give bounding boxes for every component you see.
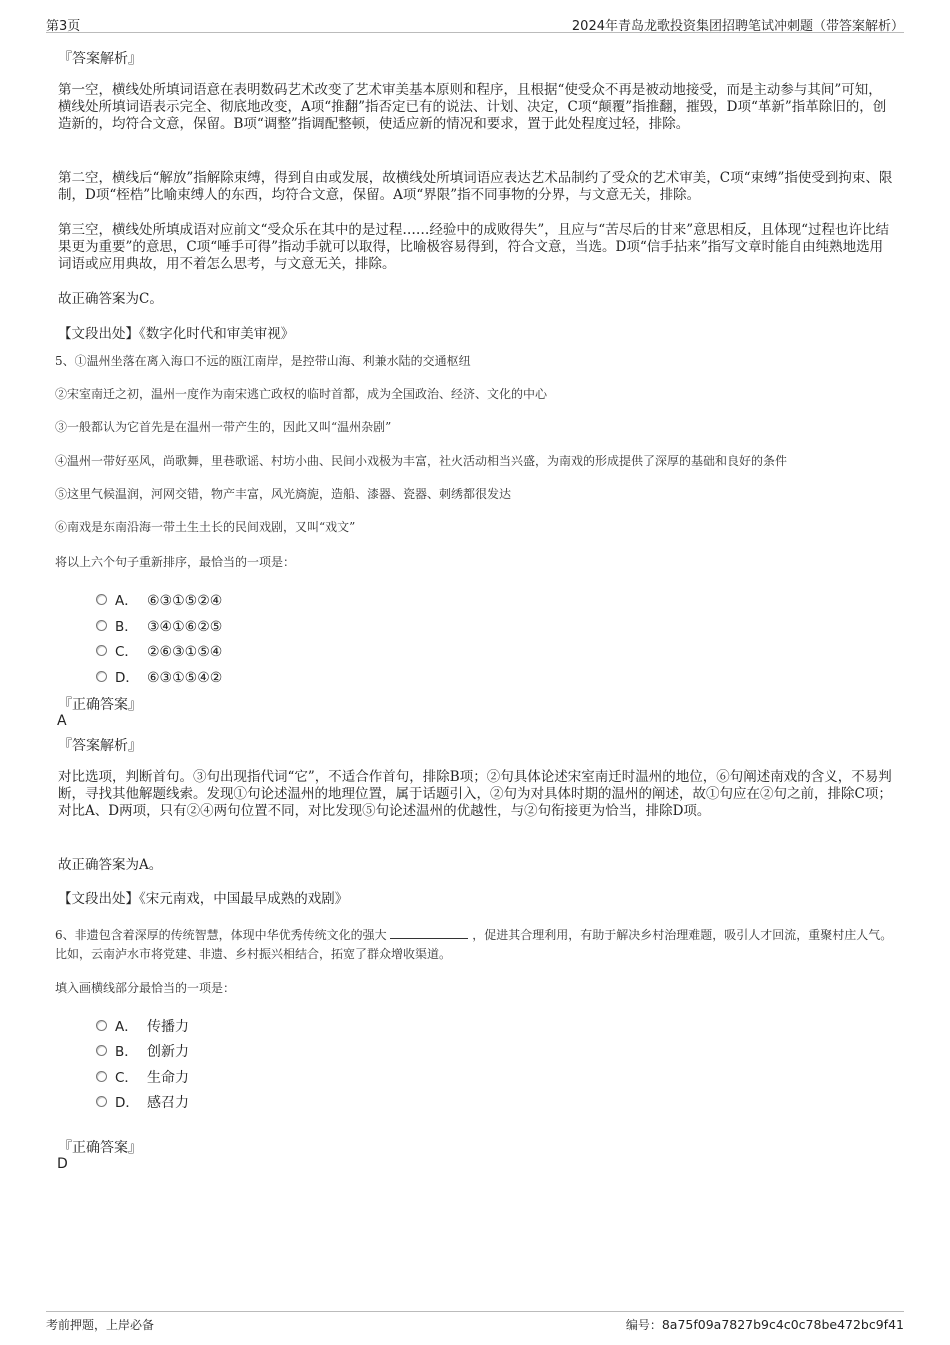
page-header	[46, 12, 904, 33]
q5-conclusion: 故正确答案为A。	[58, 857, 163, 873]
q5-option-a[interactable]: A． ⑥③①⑤②④	[96, 589, 222, 609]
footer-code: 编号：8a75f09a7827b9c4c0c78be472bc9f41	[625, 1317, 904, 1332]
q5-option-c[interactable]: C． ②⑥③①⑤④	[96, 640, 222, 660]
q6-option-b[interactable]: B． 创新力	[96, 1040, 189, 1060]
q5-answer: A	[57, 713, 67, 729]
q6-option-c[interactable]: C． 生命力	[96, 1066, 189, 1086]
q4-source: 【文段出处】《数字化时代和审美审视》	[58, 326, 295, 342]
q4-analysis-tag: 『答案解析』	[58, 51, 142, 67]
q5-option-d[interactable]: D． ⑥③①⑤④②	[96, 666, 222, 686]
q6-option-d[interactable]: D． 感召力	[96, 1091, 189, 1111]
radio-icon[interactable]	[96, 620, 107, 631]
q5-sentence-4: ④温州一带好巫风，尚歌舞，里巷歌谣、村坊小曲、民间小戏极为丰富，社火活动相当兴盛，为南戏的形成提供了深厚的基础和良好的条件	[55, 454, 788, 468]
radio-icon[interactable]	[96, 645, 107, 656]
q4-analysis-para3: 第三空，横线处所填成语对应前文“受众乐在其中的是过程……经验中的成败得失”，且应与“苦尽后的甘来”意思相反，且体现“过程也许比结果更为重要”的意思，C项“唾手可得”指动手就可以取得，比喻极容易得到，符合文意，当选。D项“信手拈来”指写文章时能自由纯熟地选用词语或应用典故，用不着怎么思考，与文意无关，排除。	[58, 222, 890, 272]
page-footer	[46, 1311, 904, 1336]
footer-slogan: 考前押题，上岸必备	[46, 1318, 155, 1332]
radio-icon[interactable]	[96, 671, 107, 682]
q5-stem: 5、①温州坐落在离入海口不远的瓯江南岸，是控带山海、利兼水陆的交通枢纽	[55, 354, 471, 368]
q5-option-b[interactable]: B． ③④①⑥②⑤	[96, 615, 222, 635]
q5-answer-tag: 『正确答案』	[58, 697, 142, 713]
q5-analysis: 对比选项，判断首句。③句出现指代词“它”，不适合作首句，排除B项；②句具体论述宋室南迁时温州的地位，⑥句阐述南戏的含义，不易判断，寻找其他解题线索。发现①句论述温州的地理位置，属于话题引入，②句为对具体时期的温州的阐述，故①句应在②句之前，排除C项；对比A、D两项，只有②④两句位置不同，对比发现⑤句论述温州的优越性，与②句衔接更为恰当，排除D项。	[58, 769, 892, 819]
q5-sentence-3: ③一般都认为它首先是在温州一带产生的，因此又叫“温州杂剧”	[55, 420, 392, 434]
q5-sentence-2: ②宋室南迁之初，温州一度作为南宋逃亡政权的临时首都，成为全国政治、经济、文化的中心	[55, 387, 548, 401]
q6-answer: D	[57, 1156, 68, 1172]
radio-icon[interactable]	[96, 1045, 107, 1056]
q5-prompt: 将以上六个句子重新排序，最恰当的一项是：	[55, 555, 296, 569]
radio-icon[interactable]	[96, 1096, 107, 1107]
q6-stem: 6、非遗包含着深厚的传统智慧，体现中华优秀传统文化的强大 ，促进其合理利用，有助于解决乡村治理难题，吸引人才回流，重聚村庄人气。比如，云南泸水市将党建、非遗、乡村振兴相结合，拓宽了群众增收渠道。	[55, 928, 893, 961]
q6-option-a[interactable]: A． 传播力	[96, 1015, 189, 1035]
q5-sentence-6: ⑥南戏是东南沿海一带土生土长的民间戏剧，又叫“戏文”	[55, 520, 356, 534]
radio-icon[interactable]	[96, 1020, 107, 1031]
radio-icon[interactable]	[96, 594, 107, 605]
q6-answer-tag: 『正确答案』	[58, 1140, 142, 1156]
q6-prompt: 填入画横线部分最恰当的一项是：	[55, 981, 236, 995]
page-number: 第3页	[46, 19, 81, 34]
q5-sentence-5: ⑤这里气候温润，河网交错，物产丰富，风光旖旎，造船、漆器、瓷器、刺绣都很发达	[55, 487, 512, 501]
q5-source: 【文段出处】《宋元南戏，中国最早成熟的戏剧》	[58, 891, 349, 907]
q4-analysis-para2: 第二空，横线后“解放”指解除束缚，得到自由或发展，故横线处所填词语应表达艺术品制约了受众的艺术审美，C项“束缚”指使受到拘束、限制，D项“桎梏”比喻束缚人的东西，均符合文意，保留。A项“界限”指不同事物的分界，与文意无关，排除。	[58, 170, 893, 203]
q5-analysis-tag: 『答案解析』	[58, 738, 142, 754]
fill-blank	[390, 926, 468, 939]
q4-analysis-para1: 第一空，横线处所填词语意在表明数码艺术改变了艺术审美基本原则和程序，且根据“使受众不再是被动地接受，而是主动参与其间”可知，横线处所填词语表示完全、彻底地改变，A项“推翻”指否定已有的说法、计划、决定，C项“颠覆”指推翻，摧毁，D项“革新”指革除旧的，创造新的，均符合文意，保留。B项“调整”指调配整顿，使适应新的情况和要求，置于此处程度过轻，排除。	[58, 82, 887, 132]
q4-conclusion: 故正确答案为C。	[58, 291, 163, 307]
document-title: 2024年青岛龙歌投资集团招聘笔试冲刺题（带答案解析）	[571, 19, 904, 34]
radio-icon[interactable]	[96, 1071, 107, 1082]
